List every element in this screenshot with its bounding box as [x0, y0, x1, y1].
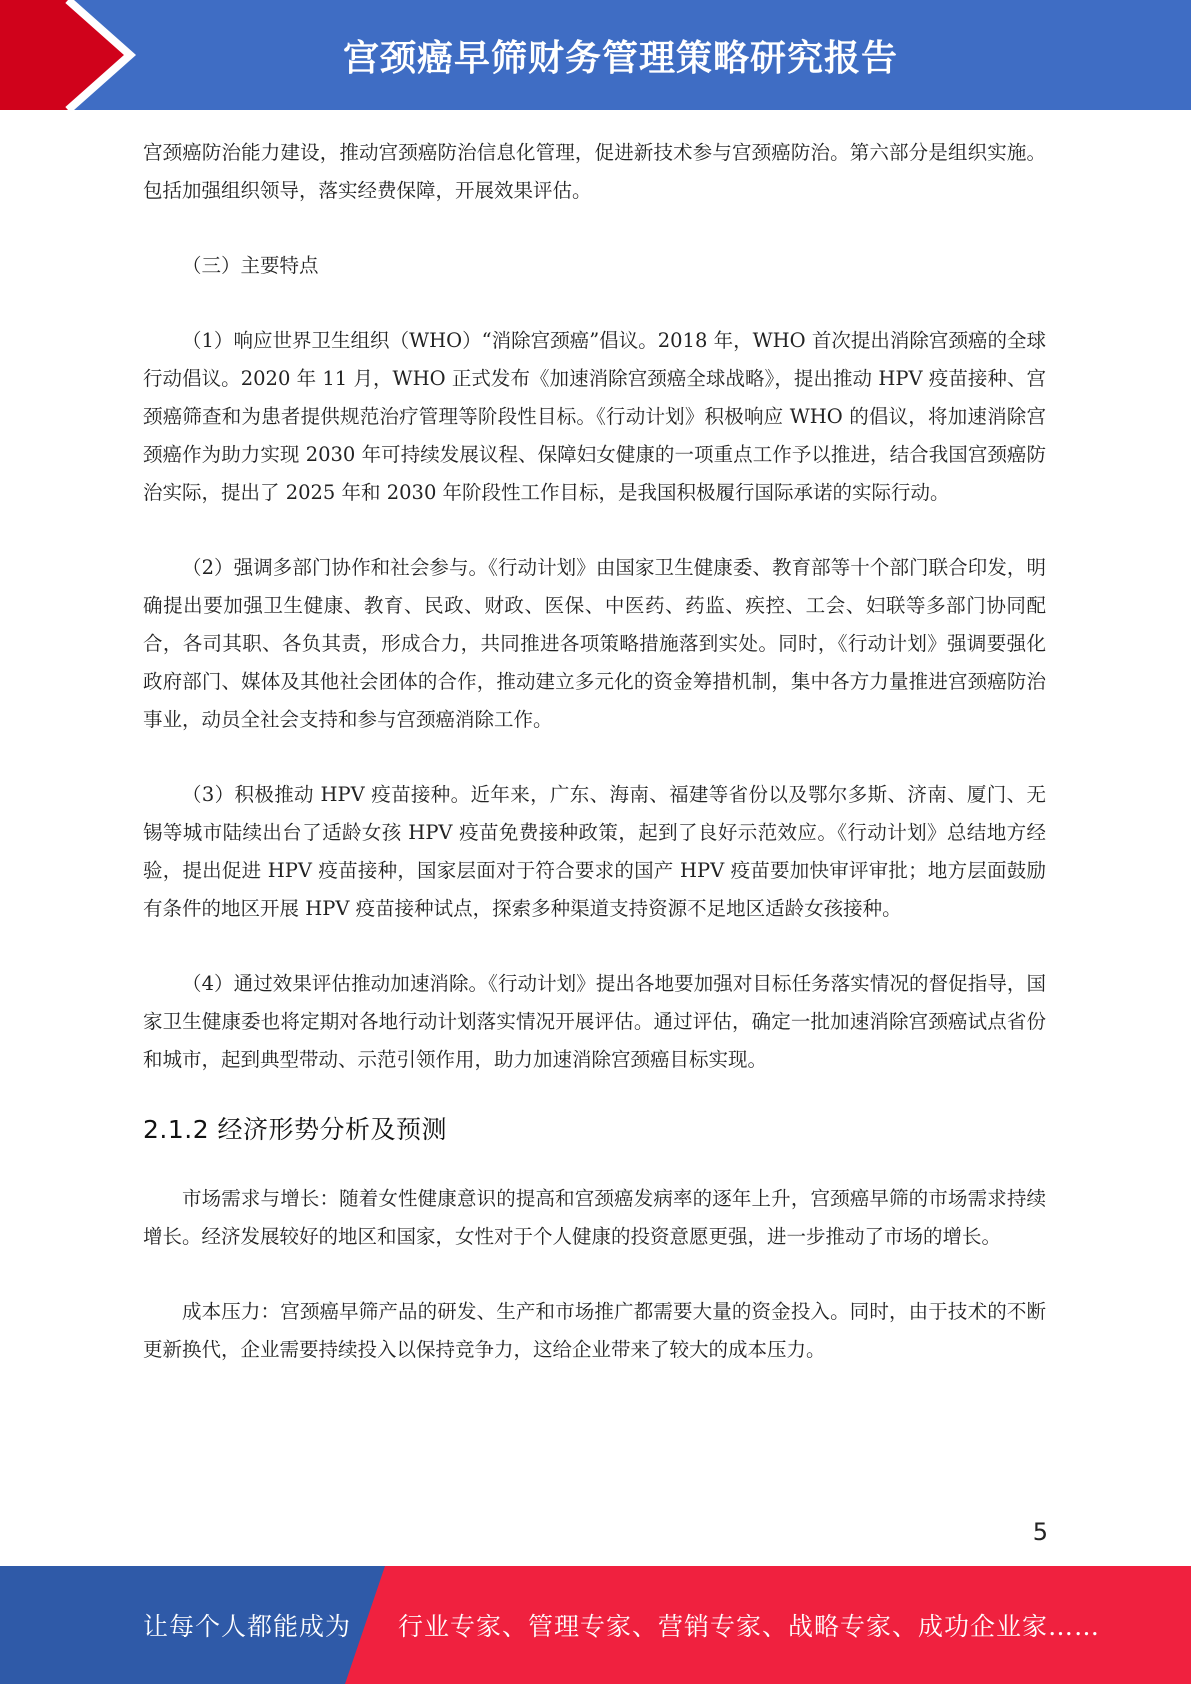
- page-title: 宫颈癌早筛财务管理策略研究报告: [342, 37, 898, 79]
- footer-slogan-right: 行业专家、管理专家、营销专家、战略专家、成功企业家……: [398, 1612, 1101, 1641]
- page-header: [0, 0, 1191, 110]
- paragraph-evaluation: （4）通过效果评估推动加速消除。《行动计划》提出各地要加强对目标任务落实情况的督促指导，国家卫生健康委也将定期对各地行动计划落实情况开展评估。通过评估，确定一批加速消除宫颈癌试点省份和城市，起到典型带动、示范引领作用，助力加速消除宫颈癌目标实现。: [143, 972, 1046, 1071]
- page-footer: [0, 1566, 1191, 1684]
- footer-slogan-left: 让每个人都能成为: [143, 1612, 352, 1641]
- paragraph-multi-department: （2）强调多部门协作和社会参与。《行动计划》由国家卫生健康委、教育部等十个部门联合印发，明确提出要加强卫生健康、教育、民政、财政、医保、中医药、药监、疾控、工会、妇联等多部门协同配合，各司其职、各负其责，形成合力，共同推进各项策略措施落到实处。同时，《行动计划》强调要强化政府部门、媒体及其他社会团体的合作，推动建立多元化的资金筹措机制，集中各方力量推进宫颈癌防治事业，动员全社会支持和参与宫颈癌消除工作。: [143, 556, 1046, 731]
- paragraph-continuation: 宫颈癌防治能力建设，推动宫颈癌防治信息化管理，促进新技术参与宫颈癌防治。第六部分是组织实施。包括加强组织领导，落实经费保障，开展效果评估。: [143, 141, 1046, 202]
- section-heading-economic-analysis: 2.1.2 经济形势分析及预测: [143, 1115, 448, 1144]
- paragraph-who-initiative: （1）响应世界卫生组织（WHO）“消除宫颈癌”倡议。2018 年，WHO 首次提出消除宫颈癌的全球行动倡议。2020 年 11 月，WHO 正式发布《加速消除宫颈癌全球战略》，提出推动 HPV 疫苗接种、宫颈癌筛查和为患者提供规范治疗管理等阶段性目标。《行动计划》积极响应 WHO 的倡议，将加速消除宫颈癌作为助力实现 2030 年可持续发展议程、保障妇女健康的一项重点工作予以推进，结合我国宫颈癌防治实际，提出了 2025 年和 2030 年阶段性工作目标，是我国积极履行国际承诺的实际行动。: [143, 329, 1046, 504]
- paragraph-cost-pressure: 成本压力：宫颈癌早筛产品的研发、生产和市场推广都需要大量的资金投入。同时，由于技术的不断更新换代，企业需要持续投入以保持竞争力，这给企业带来了较大的成本压力。: [143, 1300, 1046, 1361]
- header-red-chevron: [0, 0, 130, 110]
- paragraph-market-demand: 市场需求与增长：随着女性健康意识的提高和宫颈癌发病率的逐年上升，宫颈癌早筛的市场需求持续增长。经济发展较好的地区和国家，女性对于个人健康的投资意愿更强，进一步推动了市场的增长。: [143, 1187, 1046, 1248]
- page-number: 5: [1032, 1518, 1048, 1546]
- paragraph-hpv-vaccination: （3）积极推动 HPV 疫苗接种。近年来，广东、海南、福建等省份以及鄂尔多斯、济南、厦门、无锡等城市陆续出台了适龄女孩 HPV 疫苗免费接种政策，起到了良好示范效应。《行动计划》总结地方经验，提出促进 HPV 疫苗接种，国家层面对于符合要求的国产 HPV 疫苗要加快审评审批；地方层面鼓励有条件的地区开展 HPV 疫苗接种试点，探索多种渠道支持资源不足地区适龄女孩接种。: [143, 783, 1046, 920]
- header-chevron-decoration: [0, 0, 160, 110]
- subsection-title-main-features: （三）主要特点: [182, 254, 319, 277]
- document-body: [143, 134, 1046, 1406]
